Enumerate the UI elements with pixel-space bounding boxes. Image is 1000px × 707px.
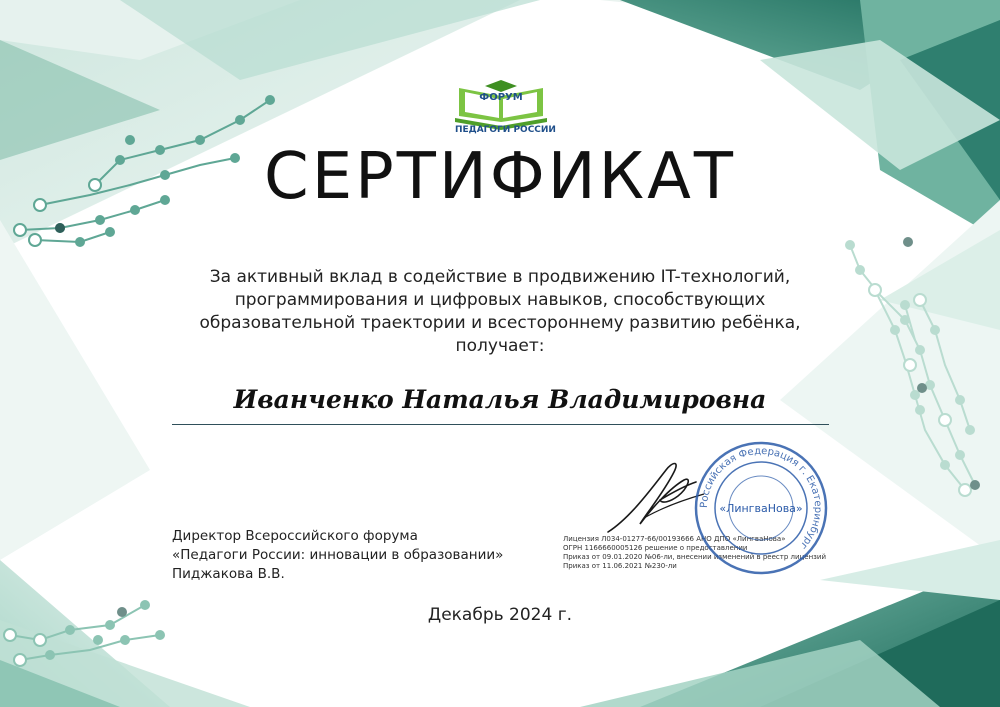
- director-block: [172, 527, 542, 584]
- award-text: [150, 266, 850, 358]
- forum-logo: [455, 80, 556, 140]
- license-line: Лицензия Л034-01277-66/00193666 АНО ДПО «ЛингваНова»: [563, 535, 786, 543]
- license-line: Приказ от 11.06.2021 №230-ли: [563, 562, 677, 570]
- award-text-line: получает:: [455, 336, 545, 356]
- issue-date: Декабрь 2024 г.: [427, 605, 573, 625]
- logo-top-text: ФОРУМ: [479, 92, 523, 103]
- logo-bottom-text: ПЕДАГОГИ РОССИИ: [455, 125, 556, 135]
- stamp-center-text: «ЛингваНова»: [719, 502, 803, 515]
- recipient-underline: [172, 424, 829, 425]
- recipient-name: Иванченко Наталья Владимировна: [233, 385, 767, 414]
- license-line: ОГРН 1166660005126 решение о предоставлении: [563, 544, 748, 552]
- award-text-line: программирования и цифровых навыков, способствующих: [234, 290, 766, 310]
- director-line: Директор Всероссийского форума: [172, 528, 418, 544]
- award-text-line: образовательной траектории и всестороннему развитию ребёнка,: [199, 313, 801, 333]
- open-book-icon: [455, 80, 547, 130]
- license-line: Приказ от 09.01.2020 №06-ли, внесении изменений в реестр лицензий: [563, 553, 826, 561]
- certificate-title: СЕРТИФИКАТ: [264, 140, 736, 214]
- official-stamp: [693, 440, 829, 576]
- director-line: Пиджакова В.В.: [172, 566, 285, 582]
- award-text-line: За активный вклад в содействие в продвижению IT-технологий,: [209, 267, 791, 287]
- director-line: «Педагоги России: инновации в образовании»: [172, 547, 504, 563]
- stamp-ring-text: Российская Федерация г. Екатеринбург: [698, 445, 824, 552]
